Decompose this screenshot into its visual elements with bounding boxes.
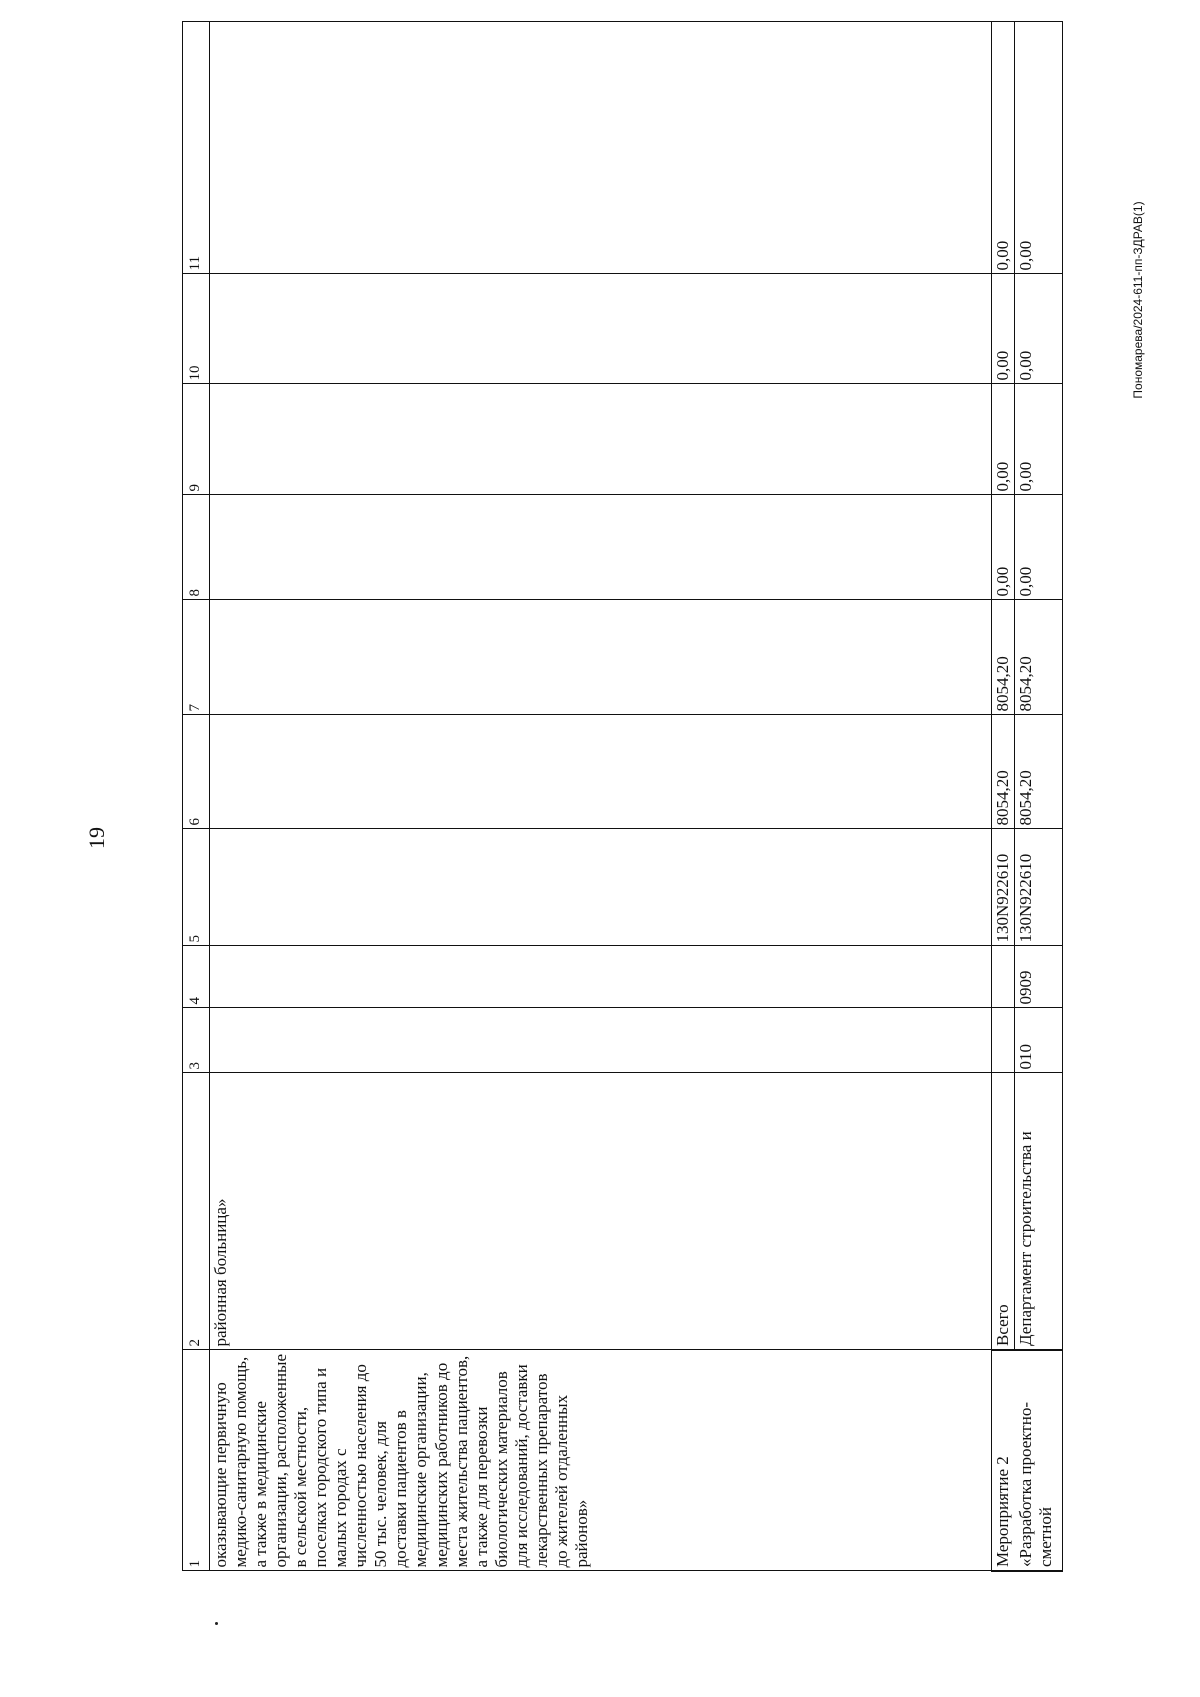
total-label-cell: Всего <box>992 1073 1015 1350</box>
amount-cell: 0,00 <box>992 495 1015 600</box>
measure-description-cell: оказывающие первичную медико-санитарную помощь, а также в медицинские организации, расположенные в сельской местности, поселках городского типа и малых городах с численностью населения до 50 тыс. человек, для доставки пациентов в медицинские организации, медицинских работников до места жительства пациентов, а также для перевозки биологических материалов для исследований, доставки лекарственных препаратов до жителей отдаленных районов» <box>210 1350 992 1571</box>
header-cell-1: 1 <box>183 1350 210 1571</box>
header-cell-7: 7 <box>183 600 210 715</box>
grbs-cell: 010 <box>1015 1008 1063 1073</box>
amount-cell: 0,00 <box>1015 495 1063 600</box>
header-cell-8: 8 <box>183 495 210 600</box>
budget-table-rotated <box>182 23 1087 1572</box>
empty-cell <box>210 600 992 715</box>
table-row-total <box>992 22 1015 1571</box>
empty-cell <box>210 1008 992 1073</box>
executor-cell: районная больница» <box>210 1073 992 1350</box>
empty-cell <box>992 946 1015 1008</box>
amount-cell: 0,00 <box>1015 274 1063 384</box>
kbk-cell: 130N922610 <box>1015 829 1063 946</box>
empty-cell <box>210 946 992 1008</box>
amount-cell: 8054,20 <box>992 600 1015 715</box>
document-code: Пономарева/2024-611-пп-ЗДРАВ(1) <box>1131 201 1145 399</box>
empty-cell <box>992 1008 1015 1073</box>
scan-mark <box>215 1622 218 1625</box>
empty-cell <box>210 384 992 495</box>
empty-cell <box>210 495 992 600</box>
header-cell-10: 10 <box>183 274 210 384</box>
header-cell-6: 6 <box>183 715 210 829</box>
table-row-department <box>1015 22 1063 1571</box>
empty-cell <box>210 829 992 946</box>
header-cell-9: 9 <box>183 384 210 495</box>
amount-cell: 0,00 <box>992 384 1015 495</box>
header-cell-11: 11 <box>183 22 210 274</box>
header-cell-2: 2 <box>183 1073 210 1350</box>
empty-cell <box>210 715 992 829</box>
budget-table-wrapper <box>182 23 1087 1572</box>
measure-name-cell: «Разработка проектно-сметной <box>1015 1350 1063 1571</box>
department-cell: Департамент строительства и <box>1015 1073 1063 1350</box>
table-row-continuation <box>210 22 992 1571</box>
header-cell-3: 3 <box>183 1008 210 1073</box>
budget-table <box>182 22 1063 1573</box>
amount-cell: 8054,20 <box>1015 600 1063 715</box>
amount-cell: 0,00 <box>1015 22 1063 274</box>
section-cell: 0909 <box>1015 946 1063 1008</box>
amount-cell: 8054,20 <box>1015 715 1063 829</box>
header-row <box>183 22 210 1571</box>
page-number: 19 <box>84 827 109 849</box>
amount-cell: 0,00 <box>1015 384 1063 495</box>
amount-cell: 8054,20 <box>992 715 1015 829</box>
header-cell-5: 5 <box>183 829 210 946</box>
amount-cell: 0,00 <box>992 22 1015 274</box>
empty-cell <box>210 22 992 274</box>
header-cell-4: 4 <box>183 946 210 1008</box>
empty-cell <box>210 274 992 384</box>
kbk-cell: 130N922610 <box>992 829 1015 946</box>
amount-cell: 0,00 <box>992 274 1015 384</box>
measure-title-cell: Мероприятие 2 <box>992 1350 1015 1571</box>
